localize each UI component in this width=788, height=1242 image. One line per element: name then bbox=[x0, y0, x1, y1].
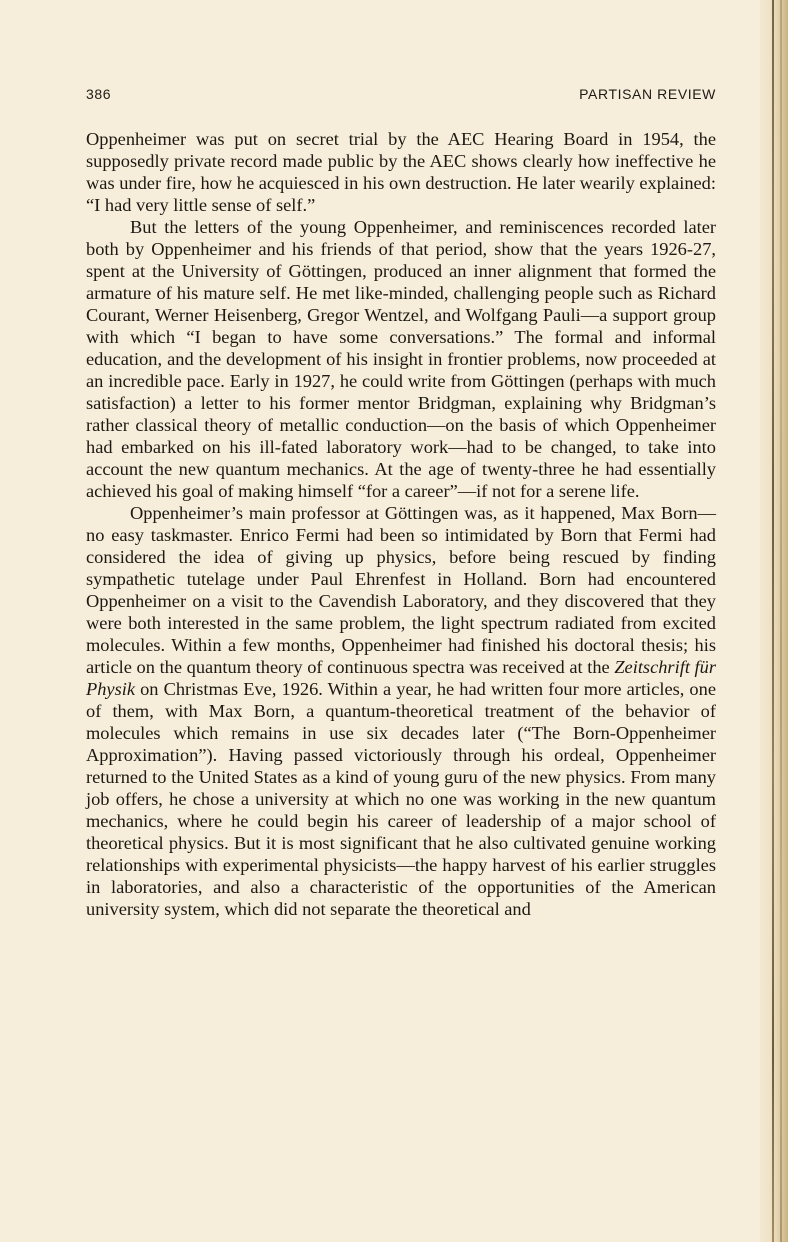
page-edge bbox=[760, 0, 788, 1242]
running-head: PARTISAN REVIEW bbox=[579, 86, 716, 102]
page-number: 386 bbox=[86, 86, 112, 102]
paragraph-3-part-1: Oppenheimer’s main professor at Göttingen was, as it happened, Max Born—no easy taskmaster. Enrico Fermi had been so intimidated by Born that Fermi had considered the idea of giving up physics, before being rescued by finding sympathetic tutelage under Paul Ehrenfest in Holland. Born had encountered Oppenheimer on a visit to the Cavendish Laboratory, and they discovered that they were both interested in the same problem, the light spectrum radiated from excited molecules. Within a few months, Oppenheimer had finished his doctoral thesis; his article on the quantum theory of continuous spectra was received at the bbox=[86, 503, 716, 677]
paragraph-3 bbox=[86, 502, 716, 920]
page-edge-shadow bbox=[772, 0, 774, 1242]
paragraph-2: But the letters of the young Oppenheimer, and reminiscences recorded later both by Oppenheimer and his friends of that period, show that the years 1926-27, spent at the University of Göttingen, produced an inner alignment that formed the armature of his mature self. He met like-minded, challenging people such as Richard Courant, Werner Heisenberg, Gregor Wentzel, and Wolfgang Pauli—a support group with which “I began to have some conversations.” The formal and informal education, and the development of his insight in frontier problems, now proceeded at an incredible pace. Early in 1927, he could write from Göttingen (perhaps with much satisfaction) a letter to his former mentor Bridgman, explaining why Bridgman’s rather classical theory of metallic conduction—on the basis of which Oppenheimer had embarked on his ill-fated laboratory work—had to be changed, to take into account the new quantum mechanics. At the age of twenty-three he had essentially achieved his goal of making himself “for a career”—if not for a serene life. bbox=[86, 217, 716, 501]
page-header bbox=[86, 86, 716, 106]
paragraph-1: Oppenheimer was put on secret trial by the AEC Hearing Board in 1954, the supposedly private record made public by the AEC shows clearly how ineffective he was under fire, how he acquiesced in his own destruction. He later wearily explained: “I had very little sense of self.” bbox=[86, 129, 716, 215]
body-text bbox=[86, 128, 716, 920]
paragraph-3-part-2: on Christmas Eve, 1926. Within a year, he had written four more articles, one of them, with Max Born, a quantum-theoretical treatment of the behavior of molecules which remains in use six decades later (“The Born-Oppenheimer Approximation”). Having passed victoriously through his ordeal, Oppenheimer returned to the United States as a kind of young guru of the new physics. From many job offers, he chose a university at which no one was working in the new quantum mechanics, where he could begin his career of leadership of a major school of theoretical physics. But it is most significant that he also cultivated genuine working relationships with experimental physicists—the happy harvest of his earlier struggles in laboratories, and also a characteristic of the opportunities of the American university system, which did not separate the theoretical and bbox=[86, 679, 716, 919]
page-edge-shadow-secondary bbox=[780, 0, 782, 1242]
journal-title: Zeitschrift für Physik bbox=[86, 657, 717, 699]
